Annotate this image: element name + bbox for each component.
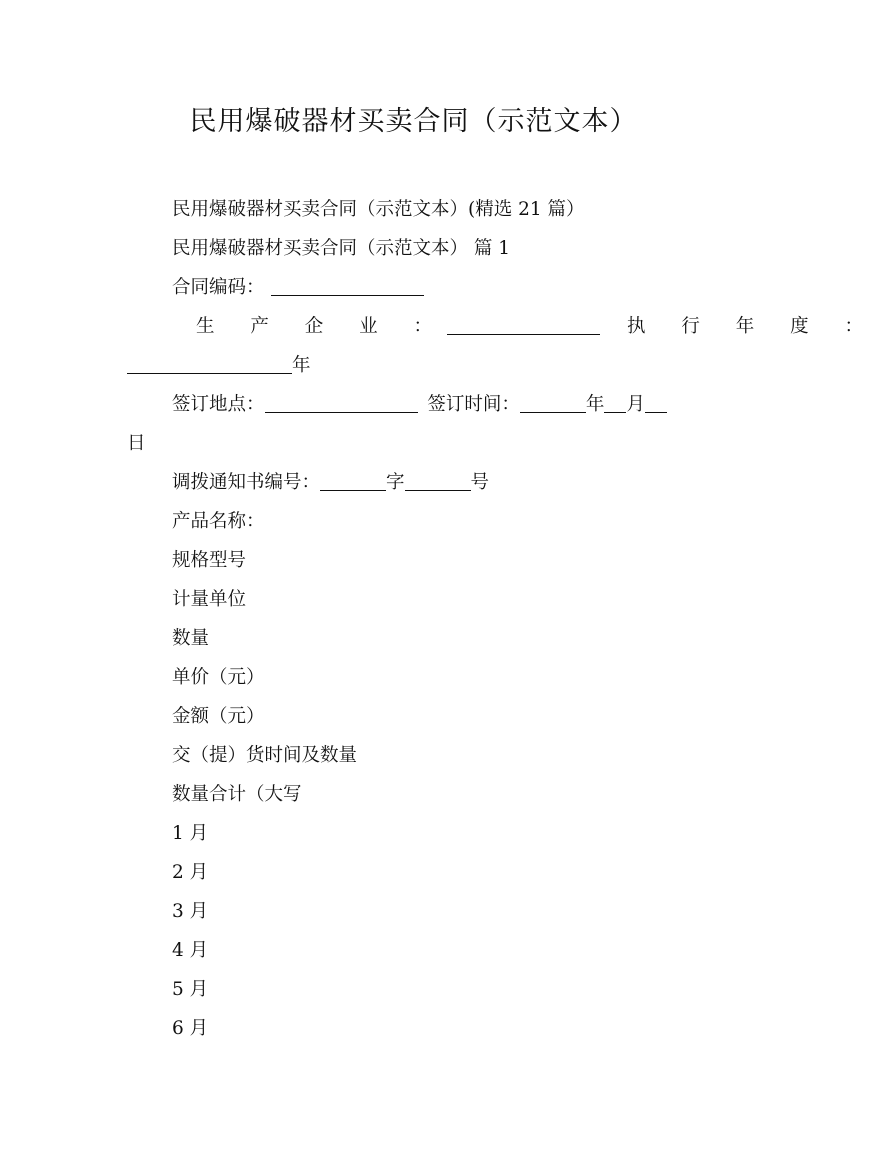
execution-year-line xyxy=(127,352,311,380)
producer-blank xyxy=(447,314,600,335)
sign-time-label: 签订时间： xyxy=(427,394,520,415)
producer-label: 生 产 企 业 ： xyxy=(196,316,448,337)
sign-day-line: 日 xyxy=(127,433,146,454)
list-item: 产品名称： xyxy=(172,511,265,532)
contract-number-line xyxy=(172,274,424,302)
sign-month-char: 月 xyxy=(626,394,645,415)
list-item: 数量合计（大写 xyxy=(172,784,302,805)
list-item: 数量 xyxy=(172,628,210,649)
list-item: 规格型号 xyxy=(172,550,247,571)
contract-number-label: 合同编码： xyxy=(172,277,265,298)
document-title: 民用爆破器材买卖合同（示范文本） xyxy=(189,106,638,137)
list-item: 计量单位 xyxy=(172,589,247,610)
notice-number-line xyxy=(172,469,489,497)
execution-year-blank xyxy=(127,353,292,374)
document-subtitle: 民用爆破器材买卖合同（示范文本）(精选 21 篇） xyxy=(172,199,585,220)
sign-month-blank xyxy=(604,392,626,413)
list-item: 6 月 xyxy=(172,1018,209,1039)
list-item: 2 月 xyxy=(172,862,209,883)
list-item: 金额（元） xyxy=(172,706,265,727)
execution-year-suffix: 年 xyxy=(292,355,311,376)
sign-place-label: 签订地点： xyxy=(172,394,265,415)
sign-year-blank xyxy=(520,392,586,413)
notice-zi-char: 字 xyxy=(386,472,405,493)
sign-place-blank xyxy=(265,392,418,413)
sign-year-char: 年 xyxy=(585,394,605,415)
list-item: 单价（元） xyxy=(172,667,265,688)
execution-year-label: 执 行 年 度 ： xyxy=(627,316,878,337)
list-item: 4 月 xyxy=(172,940,209,961)
notice-hao-blank xyxy=(405,470,471,491)
list-item: 5 月 xyxy=(172,979,209,1000)
notice-number-label: 调拨通知书编号： xyxy=(172,472,321,493)
notice-hao-char: 号 xyxy=(470,472,490,493)
signing-line xyxy=(172,391,667,419)
list-item: 3 月 xyxy=(172,901,209,922)
article-heading: 民用爆破器材买卖合同（示范文本） 篇 1 xyxy=(172,238,511,259)
list-item: 1 月 xyxy=(172,823,209,844)
producer-line xyxy=(196,313,878,341)
list-item: 交（提）货时间及数量 xyxy=(172,745,358,766)
notice-zi-blank xyxy=(320,470,386,491)
contract-number-blank xyxy=(271,275,424,296)
sign-day-blank xyxy=(645,392,667,413)
